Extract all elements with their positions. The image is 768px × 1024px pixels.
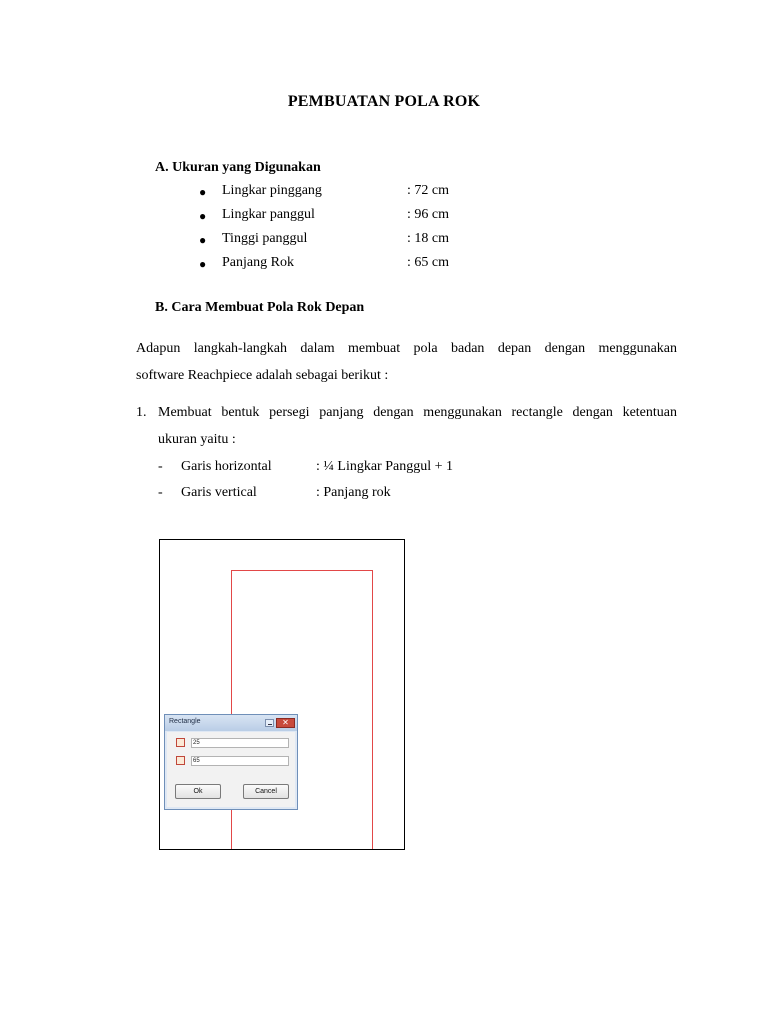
width-input[interactable]: 25	[191, 738, 289, 748]
dash-marker: -	[158, 459, 163, 474]
minimize-icon[interactable]	[265, 719, 274, 727]
width-icon	[176, 738, 185, 747]
step-item-label: Garis horizontal	[181, 459, 272, 474]
dialog-titlebar	[165, 715, 297, 731]
section-b-heading: B. Cara Membuat Pola Rok Depan	[155, 300, 365, 315]
measurement-label: Lingkar panggul	[222, 207, 315, 222]
measurement-value: : 65 cm	[407, 255, 449, 270]
intro-line-1: Adapun langkah-langkah dalam membuat pola badan depan dengan menggunakan	[136, 341, 677, 356]
bullet-icon: ●	[199, 257, 207, 271]
measurement-label: Lingkar pinggang	[222, 183, 322, 198]
measurement-label: Panjang Rok	[222, 255, 294, 270]
step-line-2: ukuran yaitu :	[158, 432, 236, 447]
bullet-icon: ●	[199, 233, 207, 247]
step-number: 1.	[136, 405, 147, 420]
rectangle-dialog	[164, 714, 298, 810]
step-item-value: : Panjang rok	[316, 485, 391, 500]
page-title: PEMBUATAN POLA ROK	[287, 93, 481, 110]
measurement-value: : 96 cm	[407, 207, 449, 222]
height-input[interactable]: 65	[191, 756, 289, 766]
step-item-label: Garis vertical	[181, 485, 257, 500]
bullet-icon: ●	[199, 209, 207, 223]
measurement-value: : 72 cm	[407, 183, 449, 198]
cancel-button[interactable]: Cancel	[243, 784, 289, 799]
step-line-1: Membuat bentuk persegi panjang dengan menggunakan rectangle dengan ketentuan	[158, 405, 677, 420]
intro-line-2: software Reachpiece adalah sebagai berikut :	[136, 368, 389, 383]
bullet-icon: ●	[199, 185, 207, 199]
close-icon[interactable]: ✕	[276, 718, 295, 728]
measurement-value: : 18 cm	[407, 231, 449, 246]
dash-marker: -	[158, 485, 163, 500]
ok-button[interactable]: Ok	[175, 784, 221, 799]
section-a-heading: A. Ukuran yang Digunakan	[155, 160, 321, 175]
dialog-body	[167, 732, 295, 807]
step-item-value: : ¼ Lingkar Panggul + 1	[316, 459, 453, 474]
measurement-label: Tinggi panggul	[222, 231, 308, 246]
height-icon	[176, 756, 185, 765]
dialog-title: Rectangle	[169, 718, 201, 725]
